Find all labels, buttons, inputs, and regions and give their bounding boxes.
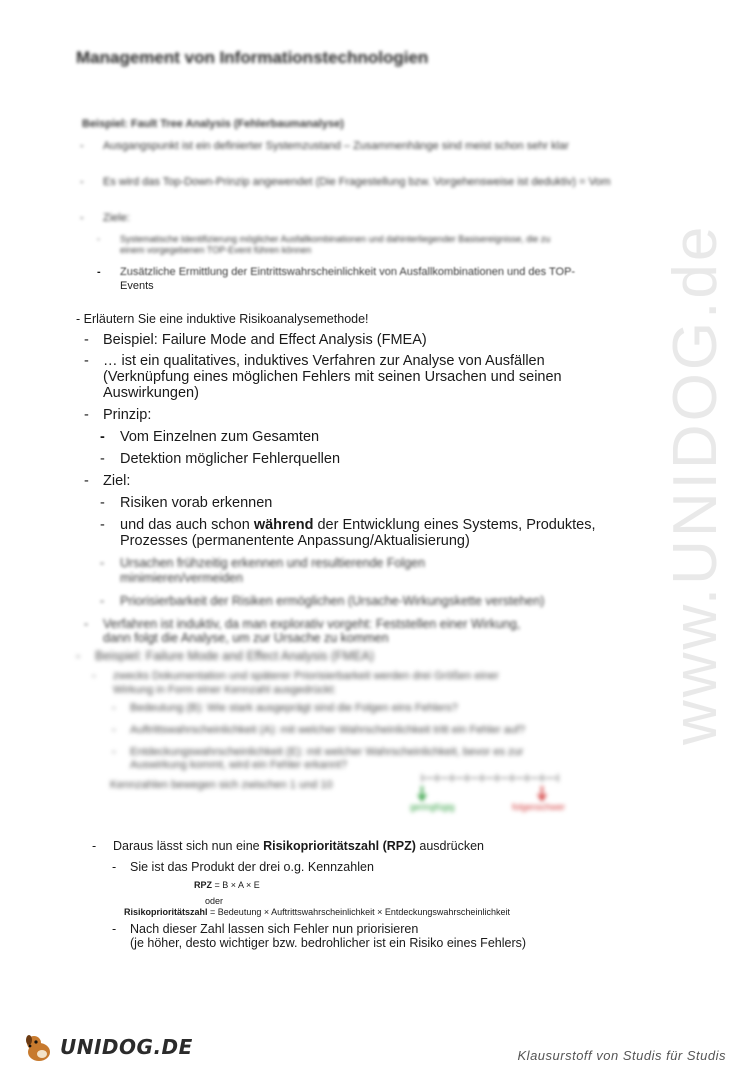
dash-bullet: - [84,353,89,369]
goal-item-bold: während [253,517,314,533]
goal-item [120,517,596,534]
dash-bullet: - [112,724,116,736]
dash-bullet: - [84,473,89,489]
dash-bullet: - [80,176,84,188]
goal-item-line2: Prozesses (permanentente Anpassung/Aktualisierung) [120,533,470,549]
blurred-goal-item-line2: minimieren/vermeiden [120,571,243,585]
fmea-definition-line1: … ist ein qualitatives, induktives Verfahren zur Analyse von Ausfällen [103,353,545,369]
blurred-heading: Beispiel: Fault Tree Analysis (Fehlerbaumanalyse) [82,118,344,130]
scale-low-label: geringfügig [410,802,455,812]
rpz-intro-text: Daraus lässt sich nun eine [113,839,264,853]
dash-bullet: - [100,594,105,608]
goal-item-text: und das auch schon [120,517,254,533]
question: - Erläutern Sie eine induktive Risikoanalysemethode! [76,312,369,326]
dash-bullet: - [100,429,105,445]
rpz-formula-bold: RPZ [194,880,212,890]
dash-bullet: - [92,670,96,682]
blurred-doc: zwecks Dokumentation und späterer Priorisierbarkeit werden drei Größen einer [113,670,499,682]
blurred-goal-item: Ursachen frühzeitig erkennen und resultierende Folgen [120,556,426,570]
principle-item: Detektion möglicher Fehlerquellen [120,451,341,467]
logo-text: UNIDOG.DE [60,1035,193,1059]
rpz-formula-text: = B × A × E [212,880,260,890]
rpz-intro [113,839,484,854]
dash-bullet: - [80,140,84,152]
rpz-prioritize-line2: (je höher, desto wichtiger bzw. bedrohlicher ist ein Risiko eines Fehlers) [130,936,527,950]
blurred-b-item: Bedeutung (B): Wie stark ausgeprägt sind die Folgen eins Fehlers? [130,702,458,714]
dash-bullet: - [100,451,105,467]
rpz-long-text: = Bedeutung × Auftrittswahrscheinlichkeit × Entdeckungswahrscheinlichkeit [207,907,510,917]
blurred-item: Ziele: [103,212,130,224]
dash-bullet: - [97,234,100,244]
page-title: Management von Informationstechnologien [76,48,429,67]
dog-logo-icon [22,1030,56,1064]
blurred-goal-item: Priorisierbarkeit der Risiken ermöglichen (Ursache-Wirkungskette verstehen) [120,594,545,608]
dash-bullet: - [84,617,89,631]
goal-item-text: der Entwicklung eines Systems, Produktes, [313,517,596,533]
rpz-intro-text: ausdrücken [415,839,484,853]
dash-bullet: - [100,517,105,533]
dash-bullet: - [112,702,116,714]
rpz-product: Sie ist das Produkt der drei o.g. Kennzahlen [130,860,374,874]
blurred-example: Beispiel: Failure Mode and Effect Analysis (FMEA) [95,649,375,663]
principle-label: Prinzip: [103,407,152,423]
rpz-prioritize: Nach dieser Zahl lassen sich Fehler nun priorisieren [130,922,419,936]
scale-high-label: folgenschwer [512,802,566,812]
fmea-example: Beispiel: Failure Mode and Effect Analysis (FMEA) [103,332,427,348]
subitem-continuation: Events [120,280,154,292]
dash-bullet: - [84,407,89,423]
dash-bullet: - [84,332,89,348]
rpz-oder: oder [205,896,224,906]
blurred-item: Ausgangspunkt ist ein definierter Systemzustand – Zusammenhänge sind meist schon sehr klar [103,140,569,152]
dash-bullet: - [112,922,117,936]
rpz-formula [194,880,260,890]
dash-bullet: - [100,495,105,511]
blurred-subitem: Zusätzliche Ermittlung der Eintrittswahrscheinlichkeit von Ausfallkombinationen und des TOP- [120,266,576,278]
footer-tagline: Klausurstoff von Studis für Studis [517,1048,726,1063]
blurred-e-item: Entdeckungswahrscheinlichkeit (E): mit welcher Wahrscheinlichkeit, bevor es zur [130,746,524,758]
blurred-induktiv: Verfahren ist induktiv, da man explorativ vorgeht: Feststellen einer Wirkung, [103,617,521,631]
rpz-long-formula [124,907,510,917]
rpz-intro-bold: Risikoprioritätszahl (RPZ) [263,839,416,853]
fmea-definition-line3: Auswirkungen) [103,385,199,401]
unidog-logo [22,1030,193,1064]
dash-bullet: - [80,212,84,224]
dash-bullet: - [112,860,117,874]
blurred-a-item: Auftrittswahrscheinlichkeit (A): mit welcher Wahrscheinlichkeit tritt ein Fehler auf? [130,724,526,736]
blurred-range: Kennzahlen bewegen sich zwischen 1 und 10 [110,779,333,791]
dash-bullet: - [92,839,97,853]
rpz-long-bold: Risikoprioritätszahl [124,907,208,917]
fmea-definition-line2: (Verknüpfung eines möglichen Fehlers mit seinen Ursachen und seinen [103,369,562,385]
kennzahl-scale [410,772,568,823]
blurred-subitem: Systematische Identifizierung möglicher Ausfallkombinationen und dahinterliegender Basisereignisse, die zu einem vorgegebenen TOP-Event führen können [120,234,551,255]
blurred-item: Es wird das Top-Down-Prinzip angewendet (Die Fragestellung bzw. Vorgehensweise ist deduktiv) = Vom [103,176,611,188]
principle-item: Vom Einzelnen zum Gesamten [120,429,320,445]
blurred-e-item-line2: Auswirkung kommt, wird ein Fehler erkannt? [130,759,348,771]
blurred-induktiv-line2: dann folgt die Analyse, um zur Ursache zu kommen [103,631,389,645]
goal-item: Risiken vorab erkennen [120,495,273,511]
goal-label: Ziel: [103,473,131,489]
watermark: www.UNIDOG.de [661,223,730,745]
dash-bullet: - [112,746,116,758]
dash-bullet: - [97,266,101,278]
blurred-doc-line2: Wirkung in Form einer Kennzahl ausgedrückt: [113,684,337,696]
dash-bullet: - [76,649,81,663]
dash-bullet: - [100,556,105,570]
